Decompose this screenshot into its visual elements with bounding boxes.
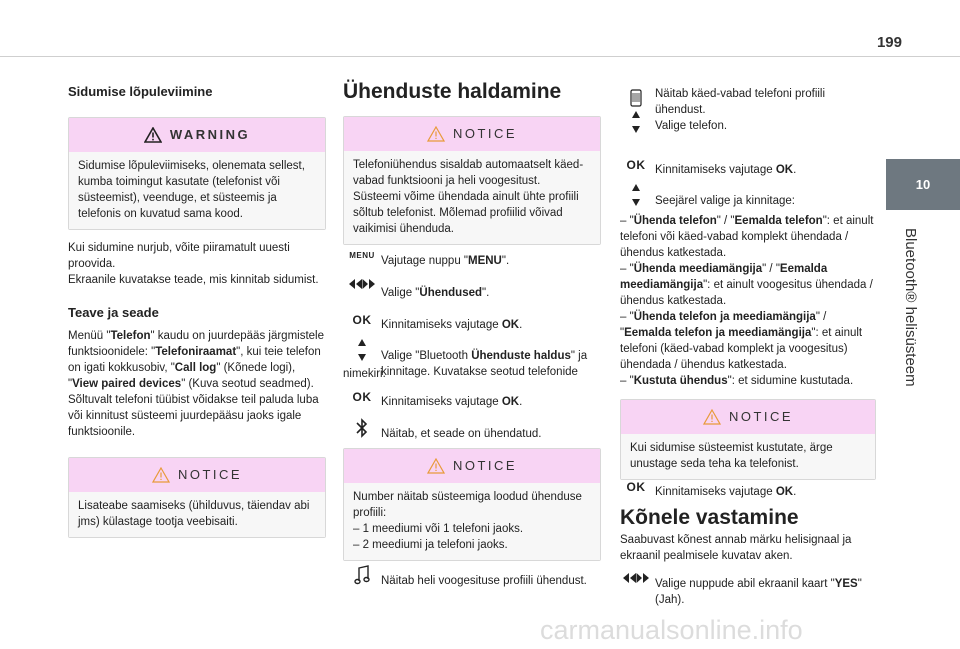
paragraph: Kui sidumine nurjub, võite piiramatult uuesti proovida.: [68, 242, 290, 270]
warning-box: [68, 117, 326, 230]
step-text: Seejärel valige ja kinnitage:: [655, 194, 796, 207]
notice-text: Telefoniühendus sisaldab automaatselt käed-vabad funktsiooni ja heli voogesitust. Süsteemi võime ühendada ainult ühte profiili sõltub telefonist. Mõlemad profiilid võivad vaikimisi ühenduda.: [344, 151, 600, 244]
header-rule: [0, 56, 960, 57]
chapter-tab: 10: [886, 159, 960, 210]
paragraph: Ekraanile kuvatakse teade, mis kinnitab sidumist.: [68, 274, 319, 286]
list-item: – "Ühenda telefon ja meediamängija" / "Eemalda telefon ja meediamängija": et ainult telefoni (käed-vabad komplekt ja voogesitus) ühendada / ühendus katkestada.: [620, 311, 863, 371]
section-heading: Kõnele vastamine: [620, 506, 799, 529]
step-text: Vajutage nuppu "MENU".: [381, 254, 510, 267]
warning-label: WARNING: [169, 127, 251, 142]
music-note-icon: [343, 561, 381, 600]
notice-label: NOTICE: [177, 467, 243, 482]
step-row: [617, 564, 875, 619]
step-text: Valige nuppude abil ekraanil kaart "YES" (Jah).: [655, 577, 862, 606]
notice-label: NOTICE: [452, 458, 518, 473]
column-2: [343, 80, 601, 245]
step-text: Kinnitamiseks vajutage OK.: [381, 318, 523, 331]
notice-text: Number näitab süsteemiga loodud ühenduse profiili: – 1 meediumi või 1 telefoni jaoks. – 2 meediumi ja telefoni jaoks.: [344, 483, 600, 560]
arrows-left-right-icon: [617, 564, 655, 619]
ok-button-icon: OK: [626, 480, 646, 494]
notice-box: [620, 399, 876, 480]
paragraph: Menüü "Telefon" kaudu on juurdepääs järgmistele funktsioonidele: "Telefoniraamat", kui teie telefon on igati kokkusobiv, "Call log" (Kõnede logi), "View paired devices" (Kuva seotud seadmed).: [68, 330, 324, 390]
ok-button-icon: OK: [626, 158, 646, 172]
column-1: [68, 84, 326, 538]
section-heading: Sidumise lõpuleviimine: [68, 84, 213, 99]
notice-text: Lisateabe saamiseks (ühilduvus, täiendav abi jms) külastage tootja veebisaiti.: [69, 492, 325, 537]
notice-icon: [703, 409, 721, 425]
step-row: [343, 561, 601, 600]
paragraph: Saabuvast kõnest annab märku helisignaal ja ekraanil pealmisele kuvatav aken.: [620, 534, 852, 562]
section-heading: Teave ja seade: [68, 305, 159, 320]
notice-label: NOTICE: [452, 126, 518, 141]
step-text: Kinnitamiseks vajutage OK.: [381, 395, 523, 408]
notice-icon: [152, 467, 170, 483]
notice-box: [343, 116, 601, 245]
step-text: Kinnitamiseks vajutage OK.: [655, 163, 797, 176]
section-heading: Ühenduste haldamine: [343, 80, 562, 103]
menu-button-icon: MENU: [349, 251, 375, 260]
notice-box: [68, 457, 326, 538]
chapter-title: Bluetooth® helisüsteem: [902, 228, 919, 387]
page-number: 199: [876, 34, 902, 51]
step-text: Näitab heli voogesituse profiili ühendust.: [381, 574, 587, 587]
watermark: carmanualsonline.info: [540, 615, 803, 645]
step-text: nimekiri.: [343, 368, 386, 380]
handsfree-phone-icon: [617, 86, 655, 134]
step-text: Näitab käed-vabad telefoni profiili ühendust.: [655, 88, 826, 116]
step-text: Kinnitamiseks vajutage OK.: [655, 485, 797, 498]
warning-text: Sidumise lõpuleviimiseks, olenemata sellest, kumba toimingut kasutate (telefonist või süsteemist), veenduge, et süsteemis ja telefonis on kuvatud sama kood.: [69, 152, 325, 229]
notice-icon: [427, 126, 445, 142]
step-text: Valige telefon.: [655, 120, 728, 132]
warning-icon: [144, 127, 162, 143]
step-text: Valige "Bluetooth Ühenduste haldus" ja kinnitage. Kuvatakse seotud telefonide: [381, 349, 588, 378]
ok-button-icon: OK: [352, 390, 372, 404]
list-item: – "Ühenda meediamängija" / "Eemalda meediamängija": et ainult voogesitus ühendada / ühendus katkestada.: [620, 263, 873, 307]
step-row: [617, 86, 875, 134]
paragraph: Sõltuvalt telefoni tüübist võidakse teil paluda luba või kinnitust süsteemi juurdepääsu jaoks igale funktsioonile.: [68, 394, 319, 438]
ok-button-icon: OK: [352, 313, 372, 327]
option-list: [620, 213, 876, 480]
step-text: Valige "Ühendused".: [381, 286, 490, 299]
list-item: – "Kustuta ühendus": et sidumine kustutada.: [620, 375, 854, 387]
notice-box: [343, 448, 601, 561]
column-2-lower: [343, 448, 601, 561]
list-item: – "Ühenda telefon" / "Eemalda telefon": et ainult telefoni või käed-vabad komplekt ühendada / ühendus katkestada.: [620, 215, 874, 259]
answer-call-section: [620, 506, 876, 564]
notice-icon: [427, 458, 445, 474]
step-text: Näitab, et seade on ühendatud.: [381, 427, 542, 440]
notice-label: NOTICE: [728, 409, 794, 424]
notice-text: Kui sidumise süsteemist kustutate, ärge unustage seda teha ka telefonist.: [621, 434, 875, 479]
